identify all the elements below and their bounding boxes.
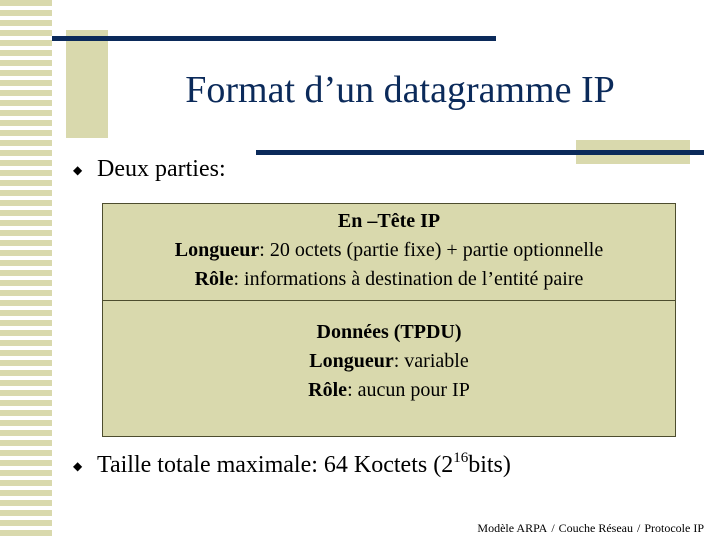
section-divider (103, 300, 675, 301)
title-accent-block (66, 30, 108, 138)
header-role-label: Rôle (194, 268, 234, 290)
left-stripe-decoration (0, 0, 52, 540)
slide-footer (477, 521, 704, 536)
data-length-label: Longueur (309, 350, 394, 372)
header-section (103, 207, 675, 294)
data-section (103, 318, 675, 405)
title-rule (52, 36, 496, 41)
header-length-value: : 20 octets (partie fixe) + partie optionnelle (259, 239, 604, 261)
header-title: En –Tête IP (337, 210, 441, 232)
data-title: Données (TPDU) (316, 321, 462, 343)
slide-title: Format d’un datagramme IP (185, 69, 615, 111)
subtitle-rule (256, 150, 704, 155)
bullet-exponent: 16 (453, 450, 469, 466)
bullet-taille-totale (73, 450, 511, 478)
footer-separator: / (551, 521, 555, 535)
bullet-text: Taille totale maximale: 64 Koctets (2 (97, 452, 454, 478)
footer-separator: / (636, 521, 641, 535)
bullet-deux-parties (73, 156, 226, 182)
diamond-bullet-icon: ◆ (73, 162, 83, 177)
data-role-label: Rôle (308, 379, 348, 401)
footer-part-3: Protocole IP (644, 521, 704, 535)
data-role-value: : aucun pour IP (347, 379, 470, 401)
header-length-label: Longueur (174, 239, 260, 261)
data-length-value: : variable (393, 350, 469, 372)
footer-part-2: Couche Réseau (558, 521, 633, 535)
bullet-text: Deux parties: (97, 156, 226, 182)
bullet-text-tail: bits) (468, 452, 511, 478)
header-role-value: : informations à destination de l’entité paire (233, 268, 584, 290)
diamond-bullet-icon: ◆ (73, 458, 83, 473)
footer-part-1: Modèle ARPA (477, 521, 548, 535)
datagram-diagram (102, 203, 676, 437)
